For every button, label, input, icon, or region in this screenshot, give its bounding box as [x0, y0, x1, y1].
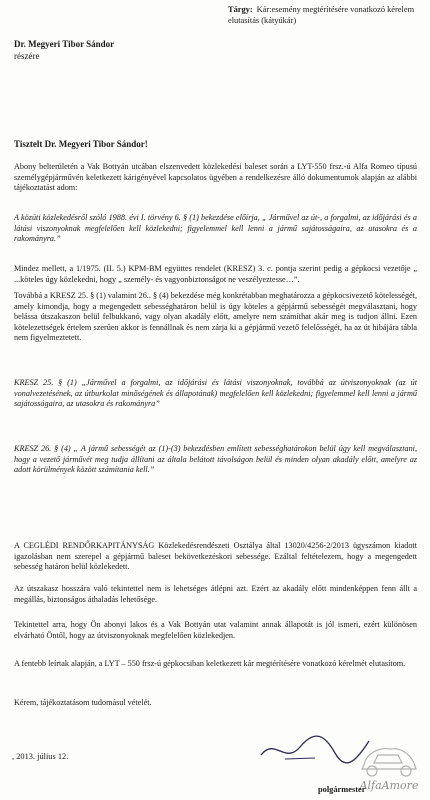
subject-label: Tárgy:: [228, 5, 253, 14]
paragraph-decision: A fentebb leírtak alapján, a LYT – 550 frsz-ú gépkocsiban keletkezett kár megtérítésére vonatkozó kérelmét elutasítom.: [14, 659, 406, 668]
paragraph-local-resident: Tekintettel arra, hogy Ön abonyi lakos és a Vak Bottyán utat valamint annak állapotát is jól ismeri, ezért különösen elvárható Öntől, hogy az útviszonyoknak megfelelően közlekedjen.: [14, 620, 417, 640]
addressee-suffix: részére: [14, 51, 40, 61]
watermark-text: AlfaAmore: [359, 779, 419, 792]
signer-title: polgármester: [318, 785, 366, 794]
paragraph-obligation: Továbbá a KRESZ 25. § (1) valamint 26.. § (4) bekezdése még konkrétabban meghatározza a gépkocsivezető kötelességét, amely kimondja, hogy a megengedett sebességhatáron belül is úgy köteles a gépjármű sebességét megválasztani, hogy belássa útszakaszon belül felbukkanó, vagy olyan akadály előtt, amelyre nem számíthat akár meg is tudjon állni. Ezen kötelezettségek értelem szerűen akkor is fennállnak és nem zárja ki a gépjármű vezető felelősségét, ha az út hibájára tábla nem figyelmeztetett.: [14, 291, 417, 343]
paragraph-intro: Abony belterületén a Vak Bottyán utcában elszenvedett közlekedési baleset során a LYT-550 frsz.-ú Alfa Romeo típusú személygépjárművén keletkezett kárigényével kapcsolatos ügyében a rendelkezésre álló dokumentumok alapján az alábbi tájékoztatást adom:: [14, 162, 417, 193]
paragraph-closing: Kérem, tájékoztatásom tudomásul vételét.: [14, 698, 152, 707]
salutation: Tisztelt Dr. Megyeri Tibor Sándor!: [14, 139, 148, 149]
subject-text: Kár:esemény megtérítésére vonatkozó kérelem elutasítás (kátyúkár): [228, 5, 415, 25]
addressee-block: [14, 38, 114, 62]
paragraph-kresz-25: KRESZ 25. § (1) „Járművel a forgalmi, az időjárási és látási viszonyoknak, továbbá az útviszonyoknak (az út vonalvezetésének, az útburkolat minőségének és állapotának) megfelelően kell közlekedni; figyelemmel kell lenni a jármű sajátosságaira, az utasokra és rakományra”: [14, 378, 417, 409]
paragraph-police: A CEGLÉDI RENDŐRKAPITÁNYSÁG Közlekedésrendészeti Osztálya által 13020/4256-2/2013 ügyszámon kiadott igazolásban nem szerepel a gépjármű baleset bekövetkezéskori sebessége. Ezáltal feltételezem, hogy a megengedett sebesség határon belül közlekedett.: [14, 541, 417, 572]
addressee-name: Dr. Megyeri Tibor Sándor: [14, 39, 115, 49]
paragraph-kresz-26: KRESZ 26. § (4) „ A jármű sebességét az (1)-(3) bekezdésben említett sebességhatárokon belül úgy kell megválasztani, hogy a vezető járművét meg tudja állítani az általa belátott távolságon belül és minden olyan akadály előtt, amelyre az adott körülmények között számítania kell.”: [14, 444, 417, 475]
date-line: , 2013. július 12.: [12, 752, 69, 761]
paragraph-law-quote: A közúti közlekedésről szóló 1988. évi I. törvény 6. § (1) bekezdése előírja, „ Járművel az út-, a forgalmi, az időjárási és a látási viszonyoknak megfelelően kell közlekedni; figyelemmel kell lenni a jármű sajátosságaira, az utasokra és a rakományra.”: [14, 213, 417, 244]
subject-line: [228, 4, 424, 26]
paragraph-kresz-ref: Mindez mellett, a 1/1975. (II. 5.) KPM-BM együttes rendelet (KRESZ) 3. c. pontja szerint pedig a gépkocsi vezetője „ ...köteles úgy közlekedni, hogy „ személy- és vagyonbiztonságot ne veszélyeztesse…”.: [14, 264, 417, 284]
paragraph-road-section: Az útszakasz hosszára való tekintettel nem is lehetséges átlépni azt. Ezért az akadály előtt mindenképpen fenn állt a megállás, biztonságos áthaladás lehetősége.: [14, 584, 417, 604]
